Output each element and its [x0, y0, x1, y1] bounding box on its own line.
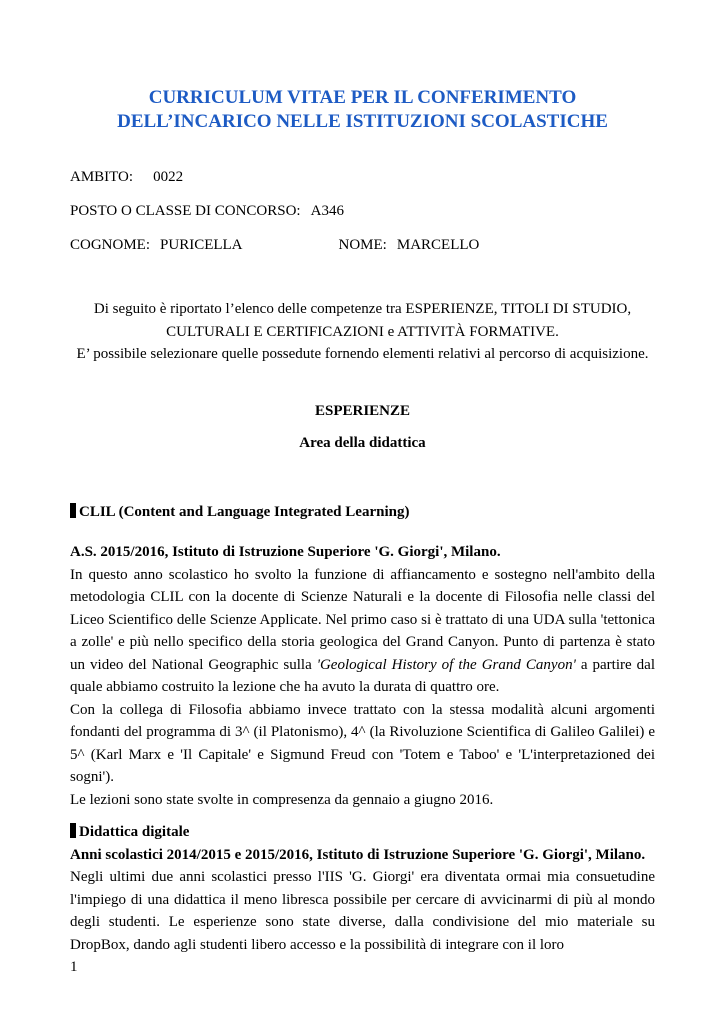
- field-cognome-nome: [70, 234, 655, 256]
- didattica-entry-title: Anni scolastici 2014/2015 e 2015/2016, Istituto di Istruzione Superiore 'G. Giorgi', Milano.: [70, 846, 646, 863]
- field-posto-classe: [70, 200, 655, 222]
- intro-sentence-2: E’ possibile selezionare quelle possedute fornendo elementi relativi al percorso di acquisizione.: [76, 346, 649, 363]
- field-cognome-value: PURICELLA: [160, 237, 243, 254]
- clil-entry-title: A.S. 2015/2016, Istituto di Istruzione Superiore 'G. Giorgi', Milano.: [70, 544, 501, 561]
- field-posto-value: A346: [310, 203, 344, 220]
- subsection-heading-area-didattica: Area della didattica: [299, 435, 426, 452]
- clil-paragraph-1-text: In questo anno scolastico ho svolto la funzione di affiancamento e sostegno nell'ambito della metodologia CLIL con la docente di Scienze Naturali e la docente di Filosofia nelle classi del Liceo Scientifico delle Scienze Applicate. Nel primo caso si è trattato di una UDA sulla 'tettonica a zolle' e più nello specifico della storia geologica del Grand Canyon. Punto di partenza è stato un video del National Geographic sulla: [70, 566, 655, 673]
- document-title: [70, 86, 655, 134]
- didattica-digitale-heading-text: Didattica digitale: [79, 824, 190, 841]
- intro-sentence-1: Di seguito è riportato l’elenco delle competenze tra ESPERIENZE, TITOLI DI STUDIO, CULTURALI E CERTIFICAZIONI e ATTIVITÀ FORMATIVE.: [93, 301, 632, 340]
- field-nome-value: MARCELLO: [396, 237, 480, 254]
- clil-paragraph-2: Con la collega di Filosofia abbiamo invece trattato con la stessa modalità alcuni argomenti fondanti del programma di 3^ (il Platonismo), 4^ (la Rivoluzione Scientifica di Galileo Galilei) e 5^ (Karl Marx e 'Il Capitale' e Sigmund Freud con 'Totem e Taboo' e 'L'interpretazioned dei sogni').: [70, 701, 655, 786]
- field-ambito-value: 0022: [153, 169, 184, 186]
- field-cognome-label: COGNOME:: [70, 237, 151, 254]
- didattica-paragraph-1: Negli ultimi due anni scolastici presso l'IIS 'G. Giorgi' era diventata ormai mia consuetudine l'impiego di una didattica il meno libresca possibile per cercare di avvicinarmi di più al mondo degli studenti. Le esperienze sono state diverse, dalla condivisione del mio materiale su DropBox, dando agli studenti libero accesso e la possibilità di integrare con il loro: [70, 869, 655, 953]
- didattica-digitale-section-heading: [70, 821, 655, 844]
- document-title-line2: DELL’INCARICO NELLE ISTITUZIONI SCOLASTICHE: [117, 111, 608, 133]
- intro-paragraph: [70, 298, 655, 366]
- clil-paragraph-1-italic-title: 'Geological History of the Grand Canyon': [316, 656, 576, 673]
- document-title-line1: CURRICULUM VITAE PER IL CONFERIMENTO: [148, 87, 577, 108]
- section-marker-bar: [70, 823, 76, 838]
- fields-block: [70, 166, 655, 256]
- field-posto-label: POSTO O CLASSE DI CONCORSO:: [70, 203, 301, 220]
- clil-section-heading-text: CLIL (Content and Language Integrated Learning): [79, 503, 410, 520]
- field-ambito: [70, 166, 655, 188]
- section-marker-bar: [70, 503, 76, 518]
- clil-paragraph-1-text-end: a partire dal quale abbiamo costruito la lezione che ha avuto la durata di quattro ore.: [70, 656, 655, 696]
- page-number: 1: [70, 958, 78, 975]
- section-heading-esperienze: ESPERIENZE: [314, 402, 411, 419]
- clil-section-heading: [70, 501, 655, 524]
- clil-paragraph-3: Le lezioni sono state svolte in compresenza da gennaio a giugno 2016.: [70, 791, 494, 808]
- field-nome-label: NOME:: [338, 237, 387, 254]
- field-ambito-label: AMBITO:: [70, 169, 134, 186]
- clil-paragraph-1: [70, 564, 655, 699]
